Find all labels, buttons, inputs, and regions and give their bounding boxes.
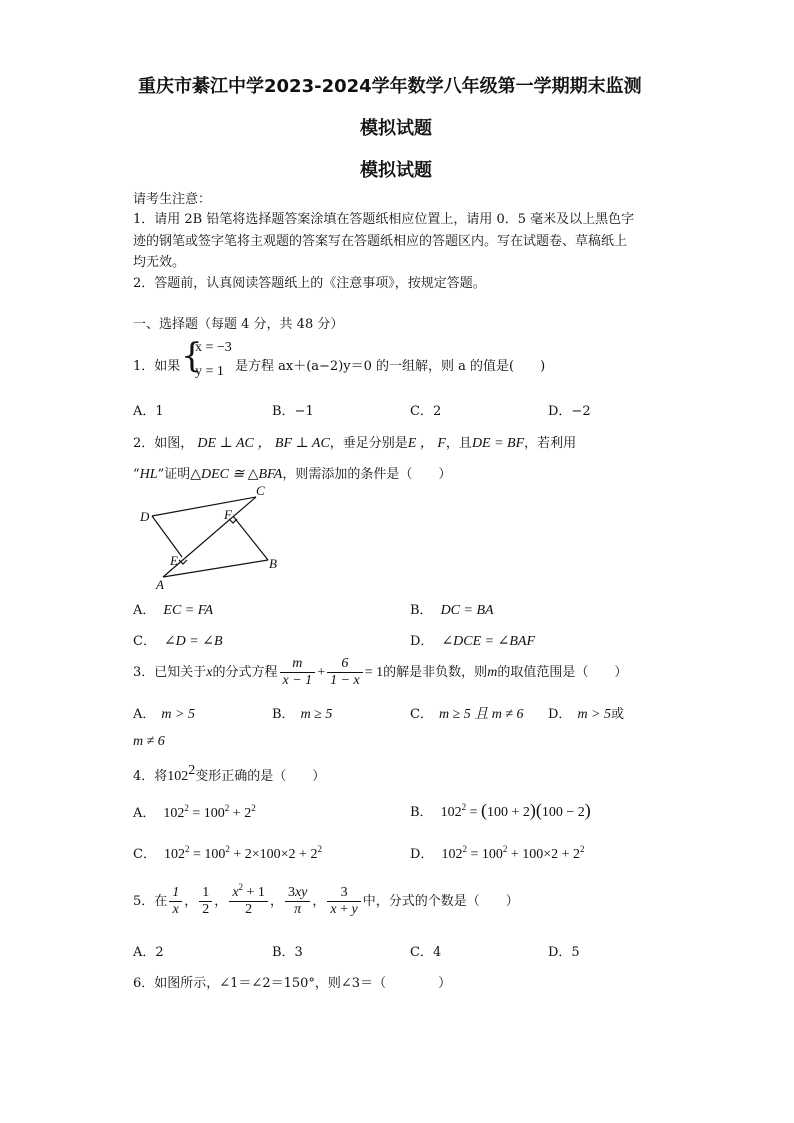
q3-option-b <box>272 703 332 723</box>
q3-var-x: x <box>206 665 213 680</box>
q2-option-b-label: B． <box>410 603 433 618</box>
q5-fraction-1: $\frac{1}{x}$ <box>169 885 182 918</box>
q4-stem <box>133 765 325 785</box>
q2-option-b-math: DC = BA <box>440 603 494 618</box>
q3-option-c-label: C． <box>410 707 433 722</box>
q3-pre: 3．已知关于 <box>133 665 207 680</box>
q2-geometry-figure <box>135 482 285 592</box>
q2-line1-post: ，若利用 <box>524 436 577 451</box>
label-a: A <box>156 577 164 592</box>
doc-title-line1: 重庆市綦江中学2023-2024学年数学八年级第一学期期末监测 <box>138 76 642 97</box>
q5-option-c: C．4 <box>410 945 442 960</box>
q4-option-d <box>410 843 585 863</box>
q4-option-a <box>133 802 256 822</box>
q3-post2: 的取值范围是（ ） <box>497 665 628 680</box>
label-e: E <box>170 553 178 568</box>
q3-fraction-2 <box>327 656 363 689</box>
q5-fraction-4: $\frac{3xy}{\pi}$ <box>285 885 310 918</box>
q3-option-d-math: m > 5 <box>577 707 611 722</box>
q2-line2-mid: ”证明 <box>157 467 191 482</box>
doc-title-line3: 模拟试题 <box>360 160 432 181</box>
q4-option-c <box>133 843 322 863</box>
q5-option-b: B．3 <box>272 945 303 960</box>
q3-option-a-label: A． <box>133 707 156 722</box>
q1-system-bottom: y = 1 <box>195 364 224 379</box>
q1-suffix: 是方程 ax＋(a−2)y＝0 的一组解，则 a 的值是( ) <box>235 359 546 374</box>
q4-exp: 2 <box>188 763 196 778</box>
q2-line1-math3: DE = BF <box>471 436 525 451</box>
q2-line2-post: ，则需添加的条件是（ ） <box>282 467 452 482</box>
q5-stem: 5．在 $\frac{1}{x}$ ， $\frac{1}{2}$ ， $\frac{x^2 + 1}{2}$ ， $\frac{3xy}{\pi}$ ， $\frac{3}{x + y}$ 中，分式的个数是（ ） <box>133 882 519 917</box>
q2-option-d <box>410 630 535 650</box>
q2-option-a-label: A． <box>133 603 156 618</box>
q3-option-a-math: m > 5 <box>161 707 195 722</box>
q4-option-d-math: $102^2 = 100^2 + 100\times 2 + 2^2$ <box>441 844 585 862</box>
segment-ab <box>163 560 268 577</box>
q2-option-a-math: EC = FA <box>163 603 214 618</box>
q6-stem: 6．如图所示，∠1＝∠2＝150°，则∠3＝（ ） <box>133 976 452 991</box>
q5-pre: 5．在 <box>133 894 168 909</box>
q4-option-b-math: $102^2 = (100 + 2)(100 - 2)$ <box>440 800 591 820</box>
q2-line2-math2: △DEC ≅ △BFA <box>190 467 283 482</box>
q2-line2-pre: “ <box>133 467 140 482</box>
q3-option-c-math: m ≥ 5 且 m ≠ 6 <box>438 707 524 722</box>
right-angle-mark-e <box>179 560 187 564</box>
q5-option-a: A．2 <box>133 945 164 960</box>
q2-line1-mid2: ，且 <box>445 436 472 451</box>
q2-option-c-math: ∠D = ∠B <box>163 634 223 649</box>
label-f: F <box>224 507 232 522</box>
q3-plus: + <box>317 665 326 680</box>
q2-line1-mid: ，垂足分别是 <box>329 436 408 451</box>
q4-option-c-label: C． <box>133 847 156 862</box>
q3-option-b-math: m ≥ 5 <box>300 707 333 722</box>
q2-option-b <box>410 599 494 619</box>
q4-option-b-label: B． <box>410 805 433 820</box>
q2-option-d-label: D． <box>410 634 434 649</box>
q5-option-d: D．5 <box>548 945 580 960</box>
label-b: B <box>269 556 277 571</box>
q2-line1-math2: E ， F <box>407 436 446 451</box>
segment-de <box>152 516 182 557</box>
q3-option-d-label: D． <box>548 707 572 722</box>
q2-line2 <box>133 463 451 483</box>
q5-fraction-3: $\frac{x^2 + 1}{2}$ <box>229 885 268 918</box>
q1-system-brace: { <box>181 336 203 376</box>
q2-line1 <box>133 432 576 452</box>
q2-line2-math: HL <box>139 467 158 482</box>
notice-item1-line2: 迹的钢笔或签字笔将主观题的答案写在答题纸相应的答题区内。写在试题卷、草稿纸上 <box>133 234 628 249</box>
q3-f1-num: m <box>280 656 316 673</box>
q1-option-d: D．−2 <box>548 404 591 419</box>
segment-dc <box>152 497 256 516</box>
q3-f2-num: 6 <box>327 656 363 673</box>
q2-option-a <box>133 599 213 619</box>
q4-post: 变形正确的是（ ） <box>195 769 326 784</box>
q3-option-a <box>133 703 195 723</box>
q1-system-top: x = −3 <box>195 340 232 355</box>
q4-option-c-math: $102^2 = 100^2 + 2\times 100\times 2 + 2^2$ <box>163 844 322 862</box>
section-heading: 一、选择题（每题 4 分，共 48 分） <box>133 317 344 332</box>
q3-post: 的解是非负数，则 <box>383 665 488 680</box>
q3-fraction-1 <box>280 656 316 689</box>
q4-pre: 4．将 <box>133 769 168 784</box>
q3-option-d-or: 或 <box>611 707 625 722</box>
q5-post: 中，分式的个数是（ ） <box>362 894 519 909</box>
q2-option-c-label: C． <box>133 634 156 649</box>
q3-option-d <box>548 703 624 723</box>
segment-fb <box>233 516 268 560</box>
q4-option-b <box>410 800 591 821</box>
q3-mid: 的分式方程 <box>212 665 278 680</box>
q4-option-a-label: A． <box>133 806 156 821</box>
q4-option-d-label: D． <box>410 847 434 862</box>
q3-option-c <box>410 703 524 723</box>
q5-fraction-2: $\frac{1}{2}$ <box>199 885 212 918</box>
q3-stem <box>133 656 627 689</box>
q2-line1-math: DE ⊥ AC ， BF ⊥ AC <box>197 436 330 451</box>
q3-var-m: m <box>487 665 498 680</box>
q4-base: 102 <box>167 769 189 784</box>
q3-option-b-label: B． <box>272 707 295 722</box>
q2-option-d-math: ∠DCE = ∠BAF <box>441 634 536 649</box>
q1-option-b: B．−1 <box>272 404 314 419</box>
label-c: C <box>256 483 265 498</box>
q2-option-c <box>133 630 223 650</box>
notice-item1-line3: 均无效。 <box>133 255 186 270</box>
q4-option-a-math: $102^2 = 100^2 + 2^2$ <box>163 803 256 821</box>
q1-prefix: 1．如果 <box>133 359 181 374</box>
label-d: D <box>140 509 150 524</box>
q3-f1-den: x − 1 <box>282 673 313 688</box>
notice-heading: 请考生注意： <box>133 192 212 207</box>
q1-option-c: C．2 <box>410 404 442 419</box>
q3-f2-den: 1 − x <box>330 673 360 688</box>
q3-eq: = 1 <box>364 665 384 680</box>
notice-item1-line1: 1．请用 2B 铅笔将选择题答案涂填在答题纸相应位置上，请用 0．5 毫米及以上黑色字 <box>133 212 635 227</box>
doc-title-line2: 模拟试题 <box>360 118 432 139</box>
q1-option-a: A．1 <box>133 404 164 419</box>
q3-option-d-cont: m ≠ 6 <box>133 734 165 749</box>
q2-line1-pre: 2．如图， <box>133 436 194 451</box>
notice-item2: 2．答题前，认真阅读答题纸上的《注意事项》，按规定答题。 <box>133 276 486 291</box>
q5-fraction-5: $\frac{3}{x + y}$ <box>327 885 360 918</box>
